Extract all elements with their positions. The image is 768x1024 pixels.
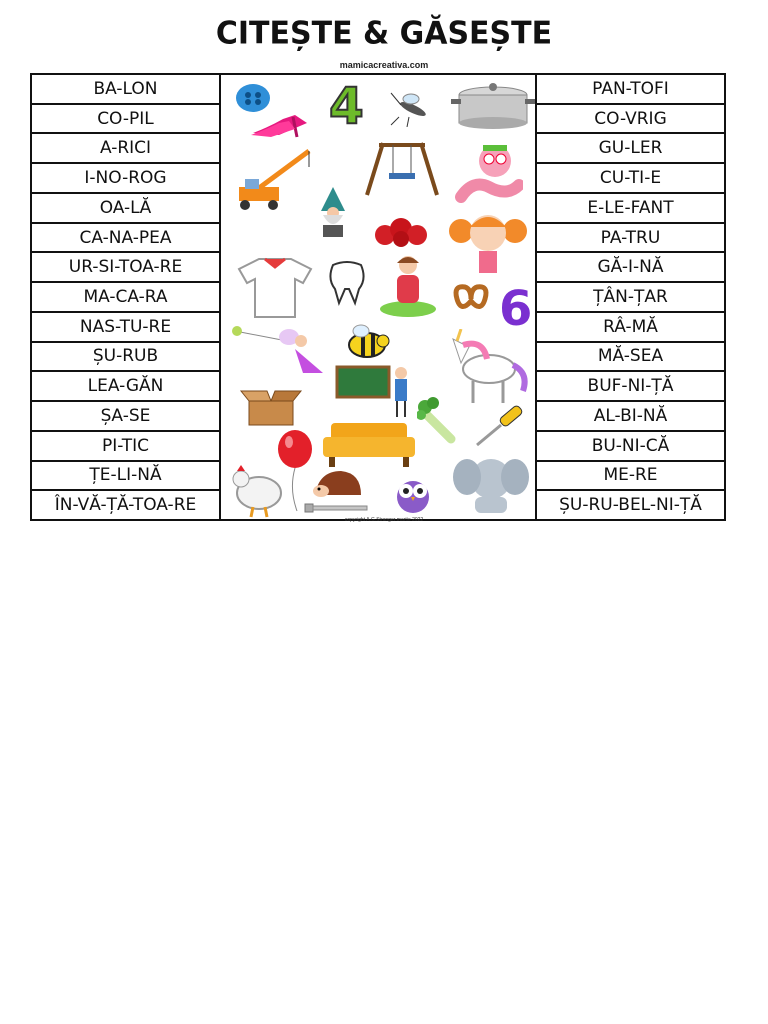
word-cell: CU-TI-E: [537, 164, 724, 194]
word-cell: OA-LĂ: [32, 194, 219, 224]
word-cell: ȘU-RU-BEL-NI-ȚĂ: [559, 495, 702, 516]
number-four-picture: 4: [329, 77, 364, 135]
fairy-godmother-picture: [377, 251, 439, 317]
word-cell: BU-NI-CĂ: [537, 432, 724, 462]
word-cell: A-RICI: [32, 134, 219, 164]
apples-picture: [373, 215, 431, 247]
number-six-picture: 6: [499, 281, 533, 337]
box-picture: [239, 387, 303, 427]
word-cell: ÎN-VĂ-ȚĂ-TOA-RE: [54, 495, 197, 516]
word-cell: CA-NA-PEA: [32, 224, 219, 254]
word-cell: ȚE-LI-NĂ: [32, 462, 219, 492]
celery-picture: [417, 397, 459, 447]
teacher-picture: [335, 363, 413, 419]
word-cell: ȚÂN-ȚAR: [537, 283, 724, 313]
word-cell: AL-BI-NĂ: [537, 402, 724, 432]
worm-picture: [453, 139, 523, 203]
mosquito-picture: [389, 87, 435, 127]
right-word-column: [535, 75, 724, 519]
word-cell: GU-LER: [537, 134, 724, 164]
word-cell: MA-CA-RA: [32, 283, 219, 313]
word-cell: LEA-GĂN: [32, 372, 219, 402]
word-cell: UR-SI-TOA-RE: [32, 253, 219, 283]
word-cell: NAS-TU-RE: [32, 313, 219, 343]
owl-picture: [393, 473, 433, 515]
hedgehog-picture: [311, 467, 365, 501]
screw-picture: [303, 501, 369, 515]
word-cell: PA-TRU: [537, 224, 724, 254]
crane-picture: [231, 147, 313, 213]
fairy-picture: [231, 323, 331, 383]
bee-picture: [339, 321, 393, 361]
unicorn-picture: [443, 329, 531, 405]
word-cell: ȘA-SE: [32, 402, 219, 432]
word-cell: PI-TIC: [32, 432, 219, 462]
gnome-picture: [313, 185, 353, 241]
hen-picture: [229, 461, 285, 519]
word-cell: ȘU-RUB: [32, 343, 219, 373]
sofa-picture: [321, 419, 417, 471]
word-cell: I-NO-ROG: [32, 164, 219, 194]
word-cell: PAN-TOFI: [537, 75, 724, 105]
picture-area: [221, 75, 537, 519]
site-url: mamicacreativa.com: [339, 60, 429, 70]
word-cell: E-LE-FANT: [537, 194, 724, 224]
page-title: CITEȘTE & GĂSEȘTE: [215, 15, 553, 52]
pretzel-picture: [451, 281, 491, 317]
word-cell: CO-VRIG: [537, 105, 724, 135]
word-cell: BUF-NI-ȚĂ: [537, 372, 724, 402]
word-cell: GĂ-I-NĂ: [537, 253, 724, 283]
word-cell: CO-PIL: [32, 105, 219, 135]
word-cell: BA-LON: [32, 75, 219, 105]
shirt-picture: [235, 255, 315, 321]
worksheet: [30, 73, 726, 521]
word-cell: ME-RE: [537, 462, 724, 492]
swing-picture: [363, 139, 441, 197]
left-word-column: [32, 75, 221, 519]
copyright-note: copyright A.G.Stranger martie 2022: [344, 517, 424, 523]
elephant-picture: [451, 449, 529, 515]
shoes-picture: [249, 109, 311, 139]
tooth-picture: [327, 259, 367, 307]
word-cell: MĂ-SEA: [537, 343, 724, 373]
pot-picture: [451, 81, 535, 131]
girl-picture: [447, 207, 529, 277]
screwdriver-picture: [473, 405, 527, 449]
word-cell: RÂ-MĂ: [537, 313, 724, 343]
